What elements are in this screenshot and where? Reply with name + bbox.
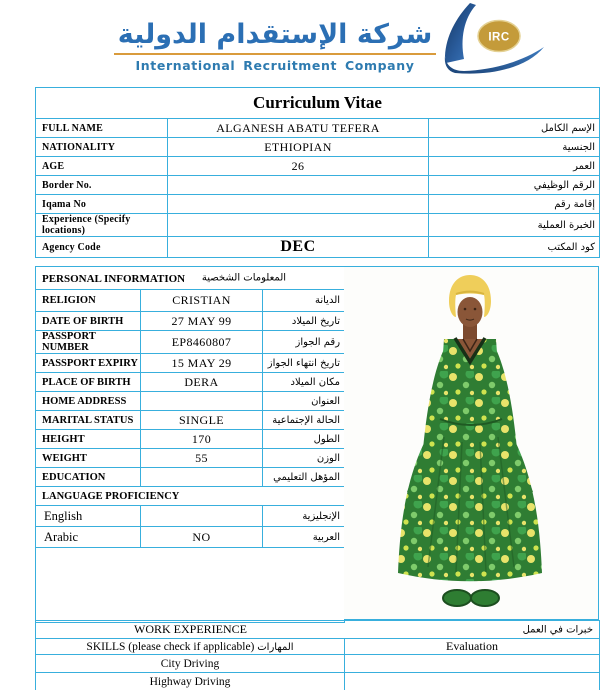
section-title: PERSONAL INFORMATION xyxy=(42,273,186,285)
field-label: NATIONALITY xyxy=(36,138,168,157)
applicant-photo xyxy=(344,266,599,620)
field-label-arabic: الخبرة العملية xyxy=(429,214,600,237)
language-label-arabic: العربية xyxy=(263,527,345,548)
field-label: PLACE OF BIRTH xyxy=(36,373,141,392)
logo-underline xyxy=(114,53,436,55)
logo-swoosh-vertical xyxy=(445,3,476,63)
cv-title: Curriculum Vitae xyxy=(36,88,600,119)
logo-badge-text: IRC xyxy=(488,31,510,44)
field-label-arabic: الجنسية xyxy=(429,138,600,157)
evaluation-cell xyxy=(345,655,600,673)
field-label-arabic: تاريخ انتهاء الجواز xyxy=(263,354,345,373)
field-label-arabic: كود المكتب xyxy=(429,237,600,258)
field-value: 15 MAY 29 xyxy=(141,354,263,373)
field-label: HEIGHT xyxy=(36,430,141,449)
field-value: 170 xyxy=(141,430,263,449)
table-row xyxy=(36,195,600,214)
field-label-arabic: الديانة xyxy=(263,290,345,312)
field-label: PASSPORT EXPIRY xyxy=(36,354,141,373)
field-label: Iqama No xyxy=(36,195,168,214)
table-row xyxy=(36,176,600,195)
table-row xyxy=(36,119,600,138)
table-row xyxy=(36,331,345,354)
table-row xyxy=(36,449,345,468)
field-value: ETHIOPIAN xyxy=(168,138,429,157)
field-value: 27 MAY 99 xyxy=(141,312,263,331)
table-row xyxy=(36,392,345,411)
work-experience-header xyxy=(36,621,599,638)
field-label-arabic: العمر xyxy=(429,157,600,176)
company-name-english: International Recruitment Company xyxy=(135,58,415,73)
section-title-arabic: المعلومات الشخصية xyxy=(201,272,287,284)
field-value: 55 xyxy=(141,449,263,468)
work-experience-title-arabic: خبرات في العمل xyxy=(522,624,593,635)
field-value: SINGLE xyxy=(141,411,263,430)
field-label: RELIGION xyxy=(36,290,141,312)
table-row xyxy=(36,527,345,548)
evaluation-cell xyxy=(345,673,600,690)
language-label-arabic: الإنجليزية xyxy=(263,506,345,527)
skills-header-arabic: المهارات xyxy=(257,641,294,653)
right-shoe xyxy=(471,590,499,606)
cv-summary-table xyxy=(35,87,600,258)
language-section-title: LANGUAGE PROFICIENCY xyxy=(36,487,345,506)
company-logo-text xyxy=(112,18,438,73)
personal-info-table xyxy=(35,266,345,623)
skills-header-english: SKILLS (please check if applicable) xyxy=(86,640,255,653)
field-value: DEC xyxy=(168,237,429,258)
field-label: FULL NAME xyxy=(36,119,168,138)
skill-label: City Driving xyxy=(36,655,345,673)
field-value: ALGANESH ABATU TEFERA xyxy=(168,119,429,138)
table-row xyxy=(36,214,600,237)
table-row xyxy=(36,290,345,312)
field-value xyxy=(168,195,429,214)
field-label-arabic: مكان الميلاد xyxy=(263,373,345,392)
evaluation-header: Evaluation xyxy=(345,639,600,655)
field-label-arabic: الإسم الكامل xyxy=(429,119,600,138)
field-label: AGE xyxy=(36,157,168,176)
field-label-arabic: إقامة رقم xyxy=(429,195,600,214)
table-row xyxy=(36,639,600,655)
language-value xyxy=(141,506,263,527)
table-row xyxy=(36,411,345,430)
field-label: Agency Code xyxy=(36,237,168,258)
table-row xyxy=(36,157,600,176)
dress xyxy=(398,339,542,581)
field-label-arabic: العنوان xyxy=(263,392,345,411)
table-row xyxy=(36,430,345,449)
field-label-arabic: رقم الجواز xyxy=(263,331,345,354)
applicant-photo-illustration xyxy=(344,267,599,619)
field-label: PASSPORT NUMBER xyxy=(36,331,141,354)
field-label: EDUCATION xyxy=(36,468,141,487)
left-shoe xyxy=(443,590,471,606)
field-value: DERA xyxy=(141,373,263,392)
company-name-arabic: شركة الإستقدام الدولية xyxy=(117,19,433,50)
field-value xyxy=(168,176,429,195)
language-value: NO xyxy=(141,527,263,548)
field-label: MARITAL STATUS xyxy=(36,411,141,430)
field-label: Experience (Specify locations) xyxy=(36,214,168,237)
language-label: Arabic xyxy=(36,527,141,548)
field-value xyxy=(141,468,263,487)
table-row xyxy=(36,506,345,527)
language-label: English xyxy=(36,506,141,527)
field-label: DATE OF BIRTH xyxy=(36,312,141,331)
skills-header xyxy=(36,639,345,655)
table-row xyxy=(36,468,345,487)
face xyxy=(458,297,483,327)
field-label: Border No. xyxy=(36,176,168,195)
table-row xyxy=(36,312,345,331)
field-label-arabic: الرقم الوظيفي xyxy=(429,176,600,195)
field-value: EP8460807 xyxy=(141,331,263,354)
field-label-arabic: الوزن xyxy=(263,449,345,468)
table-row xyxy=(36,673,600,690)
field-value xyxy=(141,392,263,411)
table-row xyxy=(36,138,600,157)
section-header xyxy=(36,267,345,290)
table-row xyxy=(36,373,345,392)
field-value: 26 xyxy=(168,157,429,176)
field-label-arabic: الحالة الإجتماعية xyxy=(263,411,345,430)
empty-cell xyxy=(36,548,345,623)
irc-logo-icon xyxy=(438,2,550,80)
field-value: CRISTIAN xyxy=(141,290,263,312)
field-value xyxy=(168,214,429,237)
field-label-arabic: الطول xyxy=(263,430,345,449)
field-label-arabic: المؤهل التعليمي xyxy=(263,468,345,487)
skill-label: Highway Driving xyxy=(36,673,345,690)
table-row xyxy=(36,354,345,373)
table-row xyxy=(36,237,600,258)
field-label: HOME ADDRESS xyxy=(36,392,141,411)
field-label-arabic: تاريخ الميلاد xyxy=(263,312,345,331)
work-experience-table xyxy=(35,620,600,690)
work-experience-title: WORK EXPERIENCE xyxy=(134,622,247,636)
field-label: WEIGHT xyxy=(36,449,141,468)
table-row xyxy=(36,655,600,673)
